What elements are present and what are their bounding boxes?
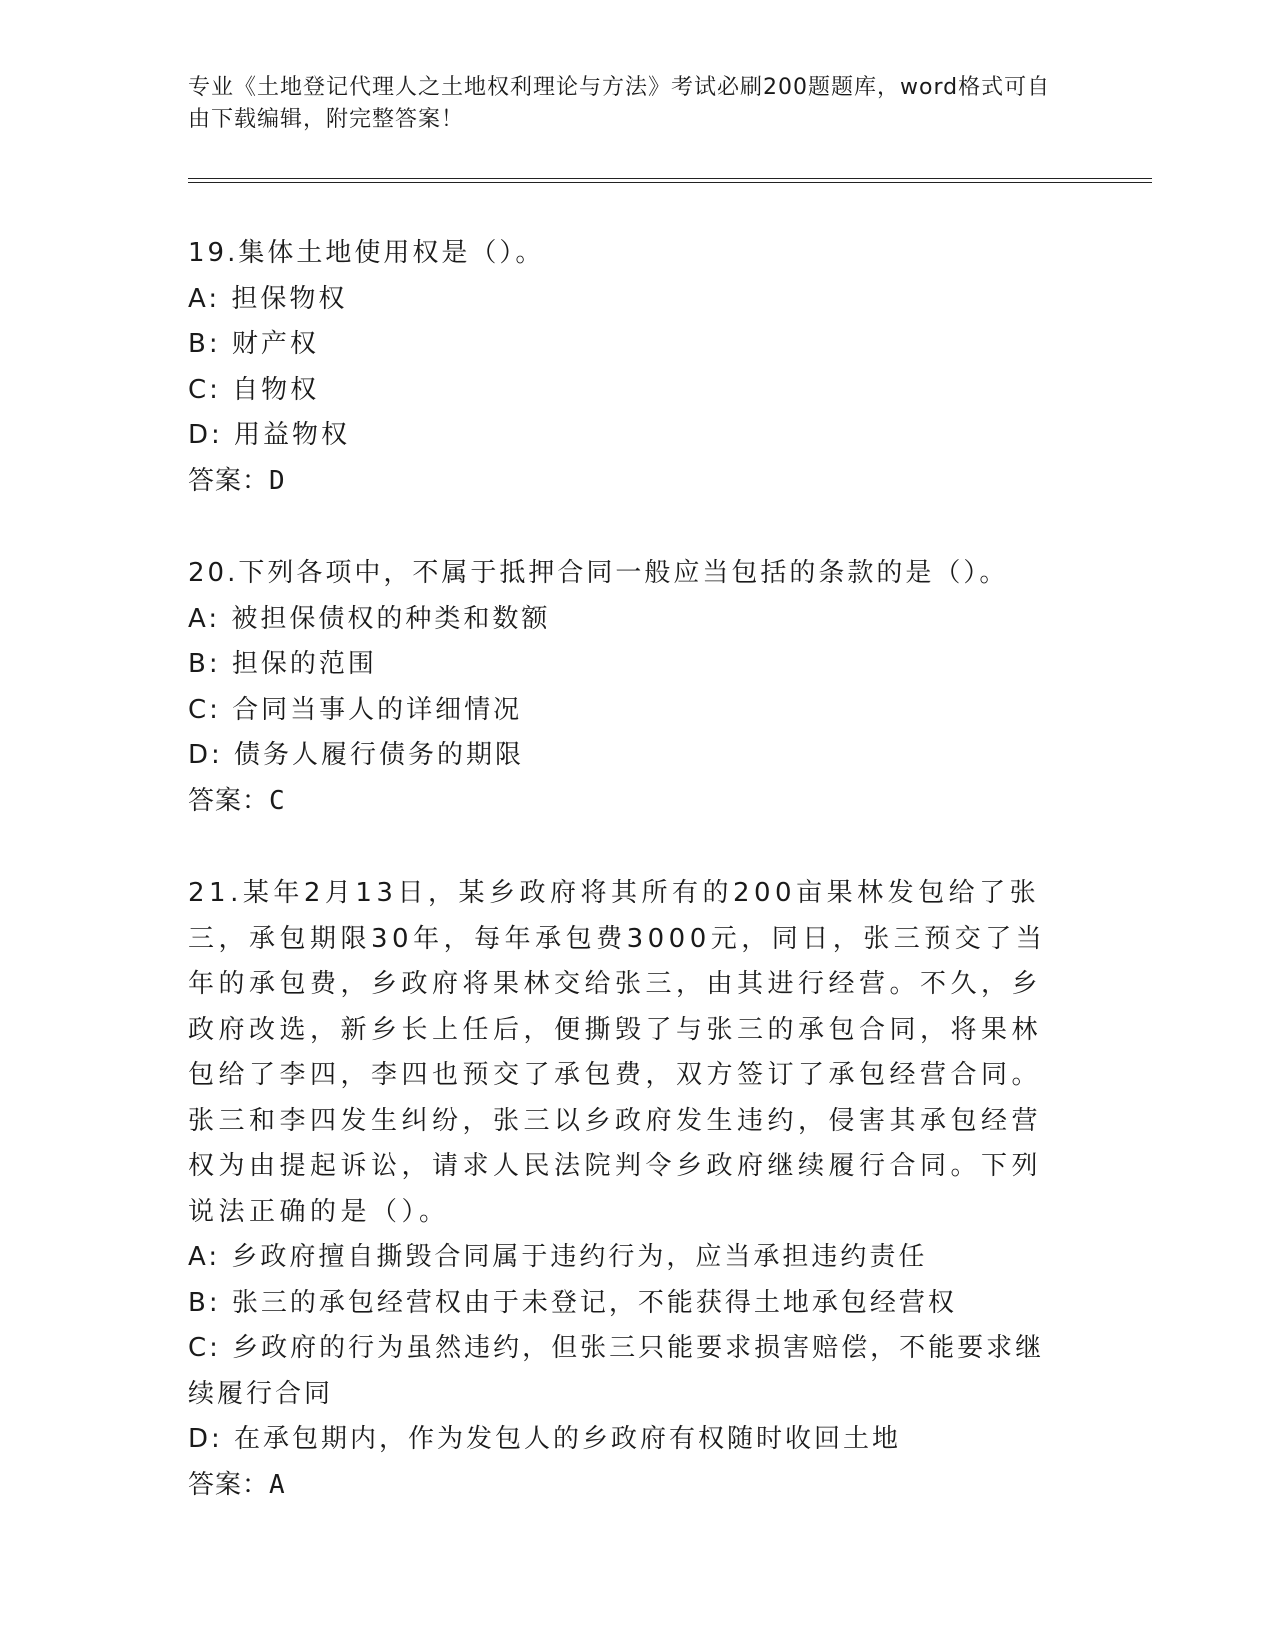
- option-c: C: 合同当事人的详细情况: [188, 694, 523, 725]
- document-header: 专业《土地登记代理人之土地权利理论与方法》考试必刷200题题库，word格式可自由下载编辑，附完整答案！: [188, 75, 1051, 132]
- answer-value: D: [269, 465, 286, 496]
- answer-value: C: [269, 785, 286, 816]
- option-d: D: 用益物权: [188, 420, 351, 450]
- answer-line: [188, 779, 1088, 825]
- answer-label: 答案：: [188, 785, 270, 816]
- question-21: [188, 871, 1088, 1508]
- answer-label: 答案：: [188, 465, 270, 496]
- option-b: B: 张三的承包经营权由于未登记，不能获得土地承包经营权: [188, 1287, 957, 1318]
- option-a: A: 担保物权: [188, 283, 348, 314]
- answer-line: [188, 1463, 1088, 1509]
- answer-value: A: [269, 1469, 286, 1500]
- header-divider: [188, 178, 1152, 183]
- question-20: [188, 551, 1088, 824]
- option-d: D: 债务人履行债务的期限: [188, 740, 525, 770]
- answer-line: [188, 459, 1088, 505]
- question-stem: 20.下列各项中，不属于抵押合同一般应当包括的条款的是（）。: [188, 558, 1009, 588]
- option-a: A: 乡政府擅自撕毁合同属于违约行为，应当承担违约责任: [188, 1242, 928, 1272]
- option-d: D: 在承包期内，作为发包人的乡政府有权随时收回土地: [188, 1424, 902, 1454]
- question-stem: 19.集体土地使用权是（）。: [188, 238, 545, 268]
- question-19: [188, 231, 1088, 504]
- option-b: B: 担保的范围: [188, 649, 377, 679]
- option-c: C: 自物权: [188, 374, 320, 405]
- answer-label: 答案：: [188, 1469, 270, 1500]
- option-a: A: 被担保债权的种类和数额: [188, 603, 551, 634]
- option-c: C: 乡政府的行为虽然违约，但张三只能要求损害赔偿，不能要求继续履行合同: [188, 1333, 1045, 1409]
- option-b: B: 财产权: [188, 329, 319, 359]
- question-stem: 21.某年2月13日，某乡政府将其所有的200亩果林发包给了张三，承包期限30年，每年承包费3000元，同日，张三预交了当年的承包费，乡政府将果林交给张三，由其进行经营。不久，乡政府改选，新乡长上任后，便撕毁了与张三的承包合同，将果林包给了李四，李四也预交了承包费，双方签订了承包经营合同。张三和李四发生纠纷，张三以乡政府发生违约，侵害其承包经营权为由提起诉讼，请求人民法院判令乡政府继续履行合同。下列说法正确的是（）。: [188, 878, 1047, 1227]
